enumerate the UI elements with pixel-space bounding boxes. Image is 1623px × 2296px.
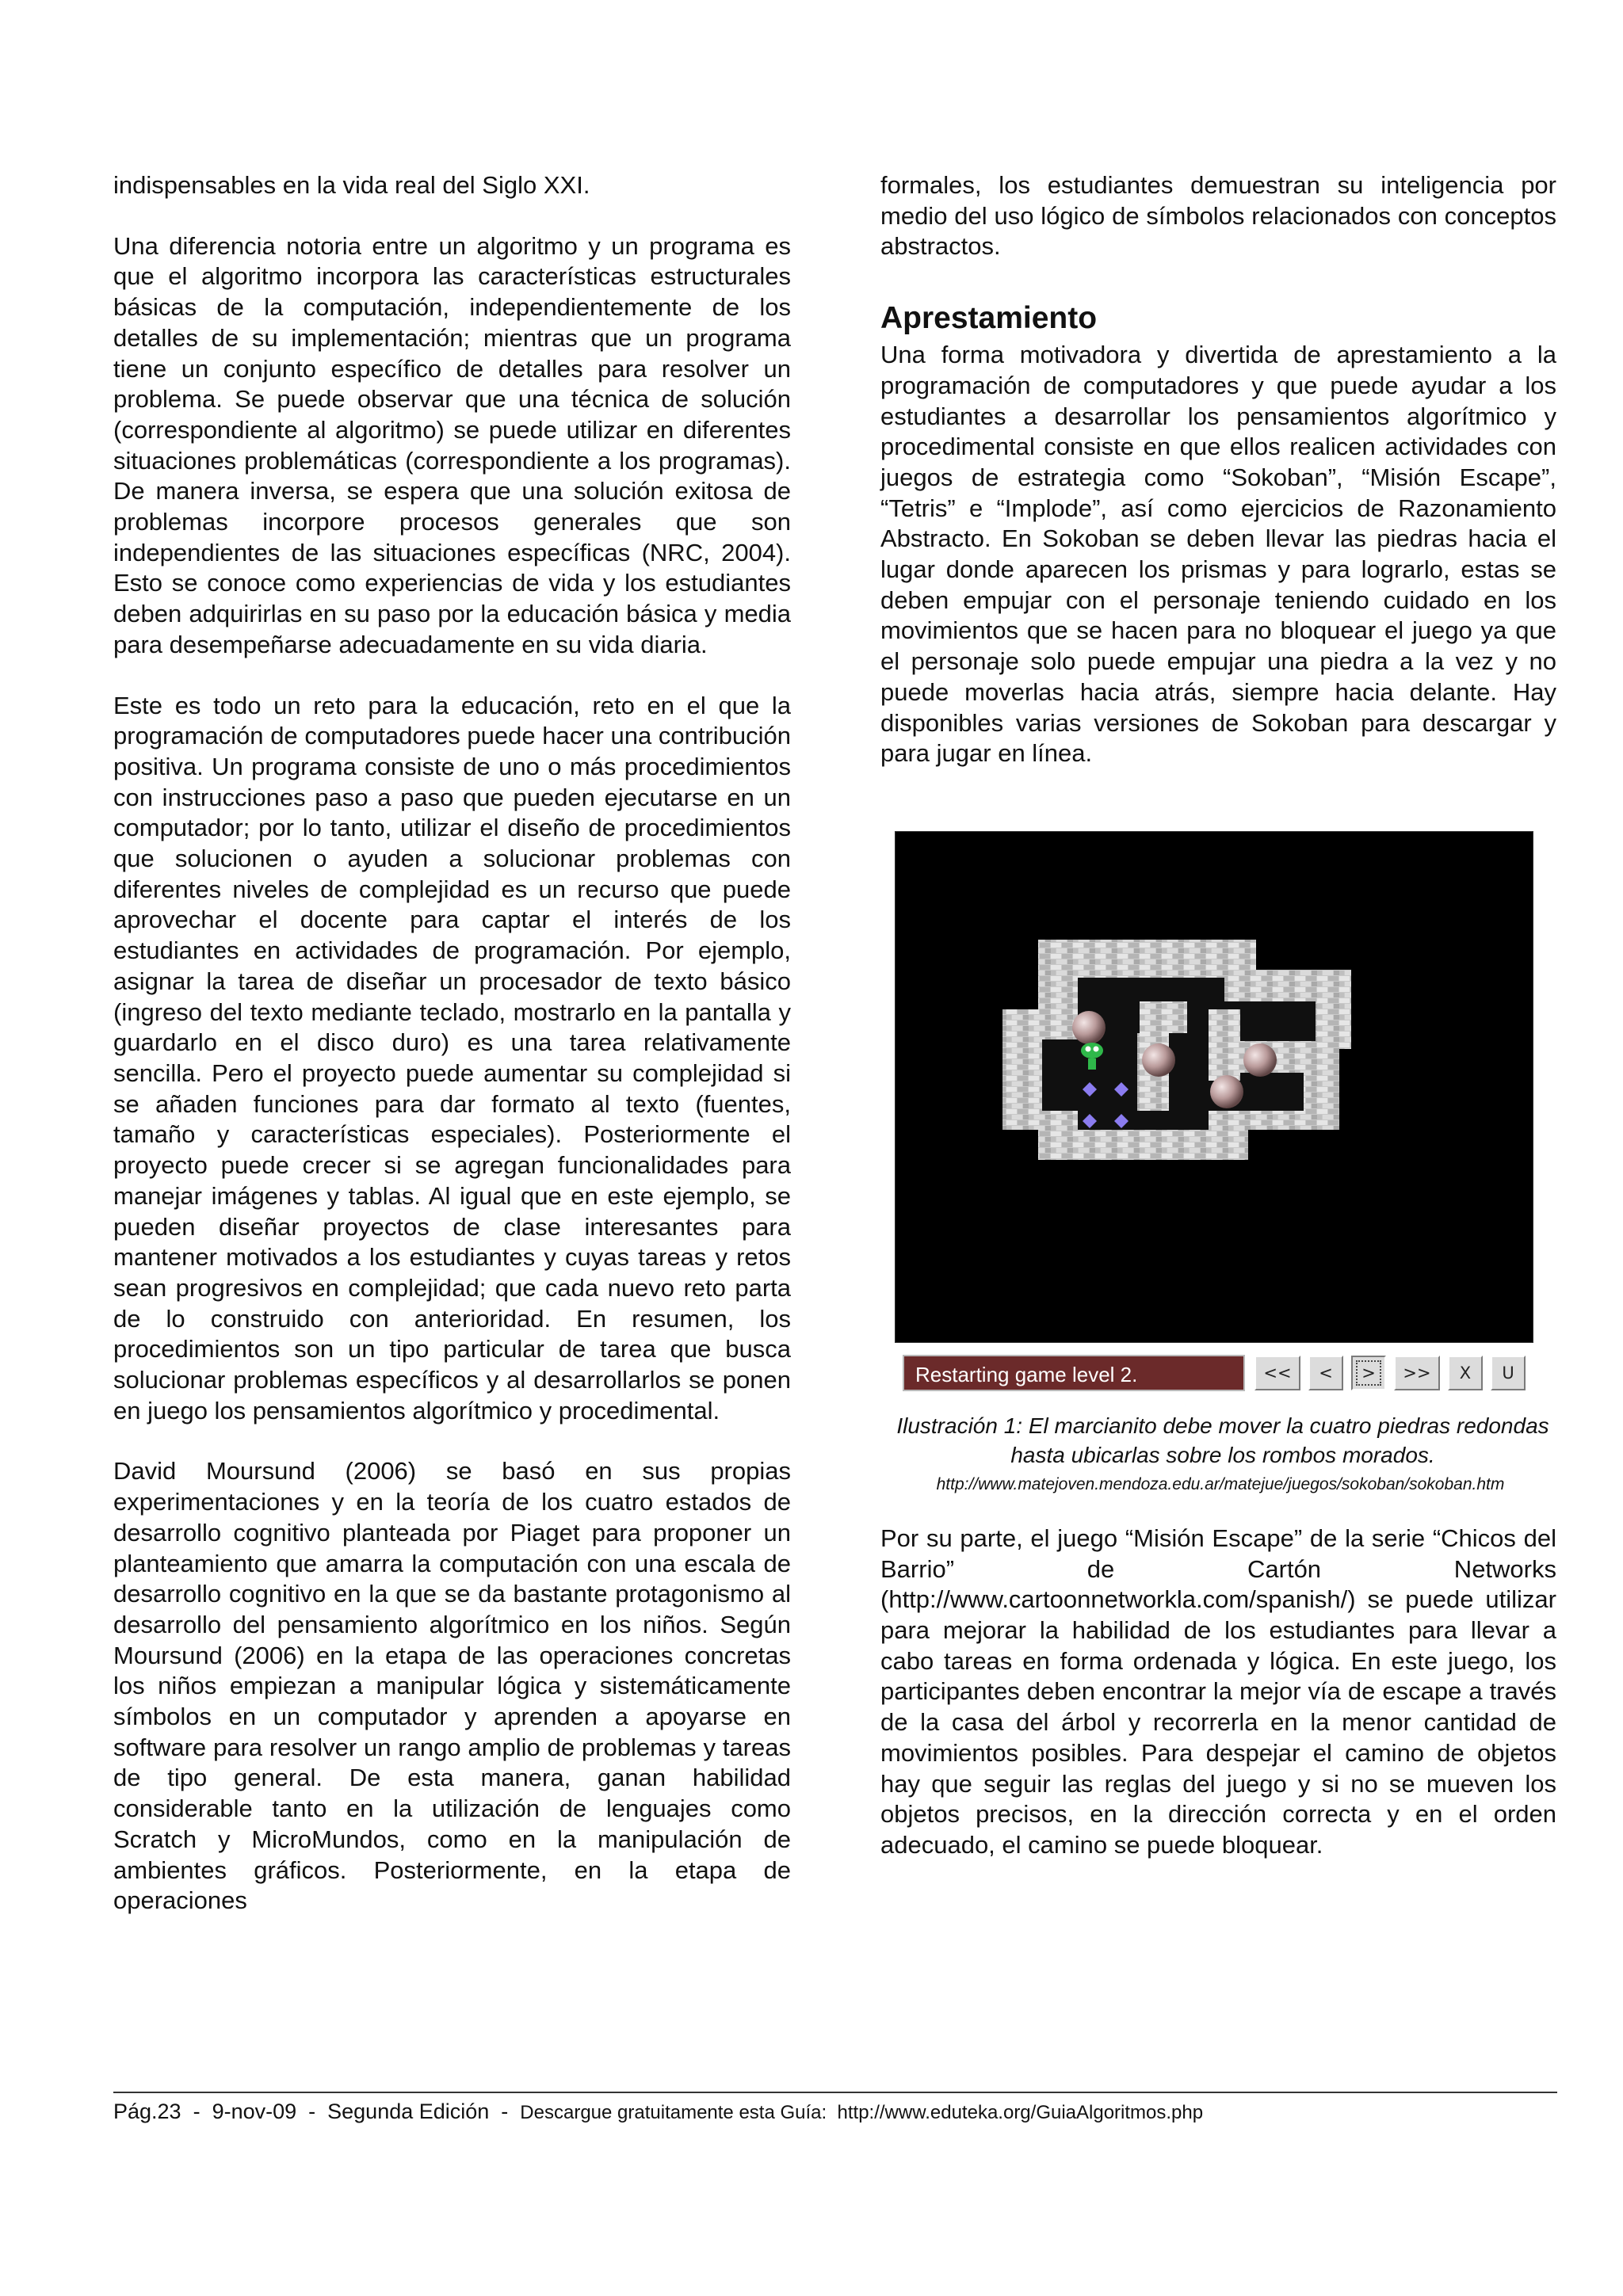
next-level-button[interactable]: > [1351,1356,1386,1390]
figure-source-url: http://www.matejoven.mendoza.edu.ar/matejue/juegos/sokoban/sokoban.htm [936,1474,1505,1493]
paragraph: Una diferencia notoria entre un algoritmo y un programa es que el algoritmo incorpora las características estructurales básicas de la computación, independientemente de los detalles de su implementación; mientras que un programa tiene un conjunto específico de detalles para resolver un problema. Se puede observar que una técnica de solución (correspondiente al algoritmo) se puede utilizar en diferentes situaciones problemáticas (correspondiente a los programas). De manera inversa, se espera que una solución exitosa de problemas incorpore procesos generales que son independientes de las situaciones específicas (NRC, 2004). Esto se conoce como experiencias de vida y los estudiantes deben adquirirlas en su paso por la educación básica y media para desempeñarse adecuadamente en su vida diaria. [113,231,791,658]
last-level-button[interactable]: >> [1394,1356,1440,1390]
paragraph: Una forma motivadora y divertida de aprestamiento a la programación de computadores y que puede ayudar a los estudiantes a desarrollar los pensamientos algorítmico y procedimental consiste en que ellos realicen actividades con juegos de estrategia como “Sokoban”, “Misión Escape”, “Tetris” e “Implode”, así como ejercicios de Razonamiento Abstracto. En Sokoban se deben llevar las piedras hacia el lugar donde aparecen los prismas y para lograrlo, estas se deben empujar con el personaje teniendo cuidado en los movimientos que se hacen para no bloquear el juego ya que el personaje solo puede empujar una piedra a la vez y no puede moverlas hacia atrás, siempre hacia delante. Hay disponibles varias versiones de Sokoban para descargar y para jugar en línea. [880,341,1556,768]
page-footer [113,2100,1203,2124]
paragraph: Por su parte, el juego “Misión Escape” de la serie “Chicos del Barrio” de Cartón Networks (http://www.cartoonnetworkla.com/spanish/) se puede utilizar para mejorar la habilidad de los estudiantes para llevar a cabo tareas en forma ordenada y lógica. En este juego, los participantes deben encontrar la mejor vía de escape a través de la casa del árbol y recorrerla en la menor cantidad de movimientos posibles. Para despejar el camino de objetos hay que seguir las reglas del juego y si no se mueven los objetos precisos, en la dirección correcta y en el orden adecuado, el camino se puede bloquear. [880,1524,1556,1859]
right-column [880,170,1556,1891]
undo-button[interactable]: U [1491,1356,1526,1390]
game-controls [903,1352,1552,1394]
section-heading: Aprestamiento [880,301,1098,336]
footer-main: Pág.23 - 9-nov-09 - Segunda Edición - [113,2100,521,2123]
restart-button[interactable]: X [1448,1356,1483,1390]
paragraph: formales, los estudiantes demuestran su inteligencia por medio del uso lógico de símbolos relacionados con conceptos abstractos. [880,171,1556,261]
paragraph: David Moursund (2006) se basó en sus propias experimentaciones y en la teoría de los cuatro estados de desarrollo cognitivo planteada por Piaget para proponer un planteamiento que amarra la computación con una escala de desarrollo cognitivo en la que se da bastante protagonismo al desarrollo del pensamiento algorítmico en los niños. Según Moursund (2006) en la etapa de las operaciones concretas los niños empiezan a manipular lógica y sistemáticamente símbolos en un computador y aprenden a apoyarse en software para resolver un rango amplio de problemas y tareas de tipo general. De esta manera, ganan habilidad considerable tanto en la utilización de lenguajes como Scratch y MicroMundos, como en la manipulación de ambientes gráficos. Posteriormente, en la etapa de operaciones [113,1457,791,1915]
footer-divider [113,2092,1557,2093]
wall-block [1140,1001,1187,1033]
footer-download-link[interactable]: Descargue gratuitamente esta Guía: http://www.eduteka.org/GuiaAlgoritmos.php [520,2102,1204,2123]
figure-caption: Ilustración 1: El marcianito debe mover la cuatro piedras redondas hasta ubicarlas sobre los rombos morados. [896,1413,1549,1467]
sokoban-game-screen[interactable] [895,831,1533,1343]
paragraph: Este es todo un reto para la educación, reto en el que la programación de computadores puede hacer una contribución positiva. Un programa consiste de uno o más procedimientos con instrucciones paso a paso que pueden ejecutarse en un computador; por lo tanto, utilizar el diseño de procedimientos que solucionen o ayuden a solucionar problemas con diferentes niveles de complejidad es un recurso que puede aprovechar el docente para captar el interés de los estudiantes en actividades de programación. Por ejemplo, asignar la tarea de diseñar un procesador de texto básico (ingreso del texto mediante teclado, mostrarlo en la pantalla y guardarlo en el disco duro) es una tarea relativamente sencilla. Pero el proyecto puede aumentar su complejidad si se añaden funciones para dar formato al texto (fuentes, tamaño y características especiales). Posteriormente el proyecto puede crecer si se agregan funcionalidades para manejar imágenes y tablas. Al igual que en este ejemplo, se pueden diseñar proyectos de clase interesantes para mantener motivados a los estudiantes y cuyas tareas y retos sean progresivos en complejidad; que cada nuevo reto parta de lo construido con anterioridad. En resumen, los procedimientos son un tipo particular de tarea que busca solucionar problemas específicos y al desarrollarlos se ponen en juego los pensamientos algorítmico y procedimental. [113,691,791,1425]
previous-level-button[interactable]: < [1308,1356,1343,1390]
sokoban-board [896,832,1533,1342]
first-level-button[interactable]: << [1254,1356,1300,1390]
sokoban-figure [888,831,1552,1497]
left-column [113,170,791,1947]
game-status-bar: Restarting game level 2. [903,1355,1245,1391]
paragraph: indispensables en la vida real del Siglo XXI. [113,171,590,199]
